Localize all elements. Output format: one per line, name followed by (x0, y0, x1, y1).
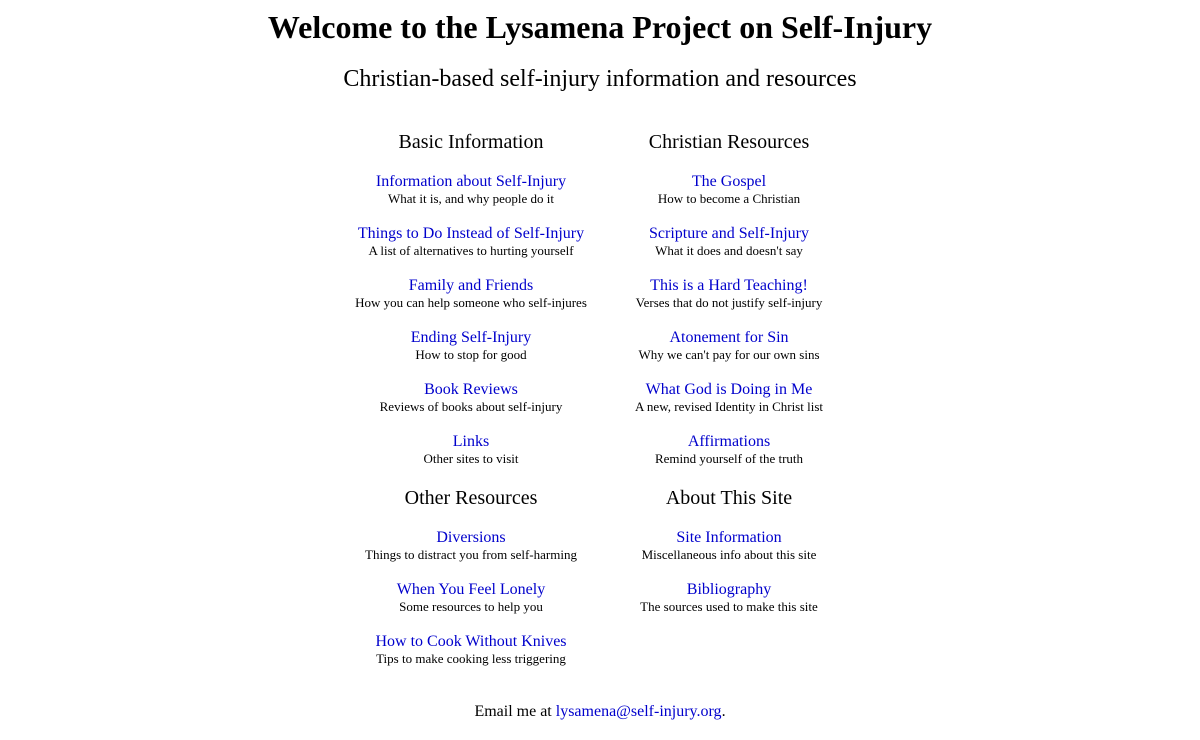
list-item (599, 329, 859, 363)
link-cook-without-knives[interactable]: How to Cook Without Knives (375, 633, 567, 650)
list-item (341, 581, 601, 615)
link-description: Things to distract you from self-harming (365, 547, 577, 562)
link-bibliography[interactable]: Bibliography (686, 581, 772, 598)
list-item (341, 329, 601, 363)
list-item (599, 433, 859, 467)
link-description: A list of alternatives to hurting yourself (368, 243, 574, 258)
list-item (341, 225, 601, 259)
footer-suffix: . (721, 703, 726, 720)
link-the-gospel[interactable]: The Gospel (691, 173, 767, 190)
page-title: Welcome to the Lysamena Project on Self-Injury (267, 9, 933, 45)
list-item (599, 277, 859, 311)
list-item (341, 277, 601, 311)
link-description: How to become a Christian (657, 191, 801, 206)
list-item (599, 529, 859, 563)
link-description: Some resources to help you (399, 599, 543, 614)
email-link[interactable]: lysamena@self-injury.org (555, 703, 722, 720)
link-things-to-do-instead[interactable]: Things to Do Instead of Self-Injury (357, 225, 585, 242)
link-diversions[interactable]: Diversions (436, 529, 506, 546)
link-description: What it does and doesn't say (655, 243, 803, 258)
link-atonement-for-sin[interactable]: Atonement for Sin (669, 329, 789, 346)
link-description: The sources used to make this site (640, 599, 818, 614)
section-heading-basic: Basic Information (398, 131, 544, 153)
section-heading-christian: Christian Resources (648, 131, 810, 153)
footer-prefix: Email me at (474, 703, 556, 720)
link-description: Tips to make cooking less triggering (376, 651, 566, 666)
link-ending-self-injury[interactable]: Ending Self-Injury (410, 329, 532, 346)
link-description: What it is, and why people do it (387, 191, 555, 206)
link-information-about-self-injury[interactable]: Information about Self-Injury (375, 173, 567, 190)
link-description: Other sites to visit (423, 451, 519, 466)
link-hard-teaching[interactable]: This is a Hard Teaching! (650, 277, 808, 294)
list-item (599, 173, 859, 207)
list-item (341, 433, 601, 467)
section-heading-about: About This Site (665, 487, 793, 509)
list-item (599, 381, 859, 415)
link-site-information[interactable]: Site Information (676, 529, 782, 546)
list-item (341, 529, 601, 563)
section-heading-other: Other Resources (404, 487, 538, 509)
link-links[interactable]: Links (452, 433, 490, 450)
link-description: Reviews of books about self-injury (379, 399, 563, 414)
footer (0, 702, 1200, 722)
link-description: Verses that do not justify self-injury (635, 295, 823, 310)
list-item (341, 633, 601, 667)
link-description: Remind yourself of the truth (654, 451, 804, 466)
link-affirmations[interactable]: Affirmations (687, 433, 771, 450)
link-book-reviews[interactable]: Book Reviews (424, 381, 518, 398)
link-description: A new, revised Identity in Christ list (635, 399, 823, 414)
link-what-god-is-doing[interactable]: What God is Doing in Me (645, 381, 813, 398)
list-item (599, 581, 859, 615)
link-when-you-feel-lonely[interactable]: When You Feel Lonely (396, 581, 546, 598)
link-family-and-friends[interactable]: Family and Friends (408, 277, 534, 294)
link-description: How to stop for good (415, 347, 527, 362)
list-item (341, 381, 601, 415)
list-item (341, 173, 601, 207)
link-scripture-and-self-injury[interactable]: Scripture and Self-Injury (649, 225, 809, 242)
link-description: Why we can't pay for our own sins (638, 347, 820, 362)
list-item (599, 225, 859, 259)
link-description: How you can help someone who self-injures (355, 295, 587, 310)
link-description: Miscellaneous info about this site (641, 547, 817, 562)
page-subtitle: Christian-based self-injury information and resources (343, 66, 857, 92)
